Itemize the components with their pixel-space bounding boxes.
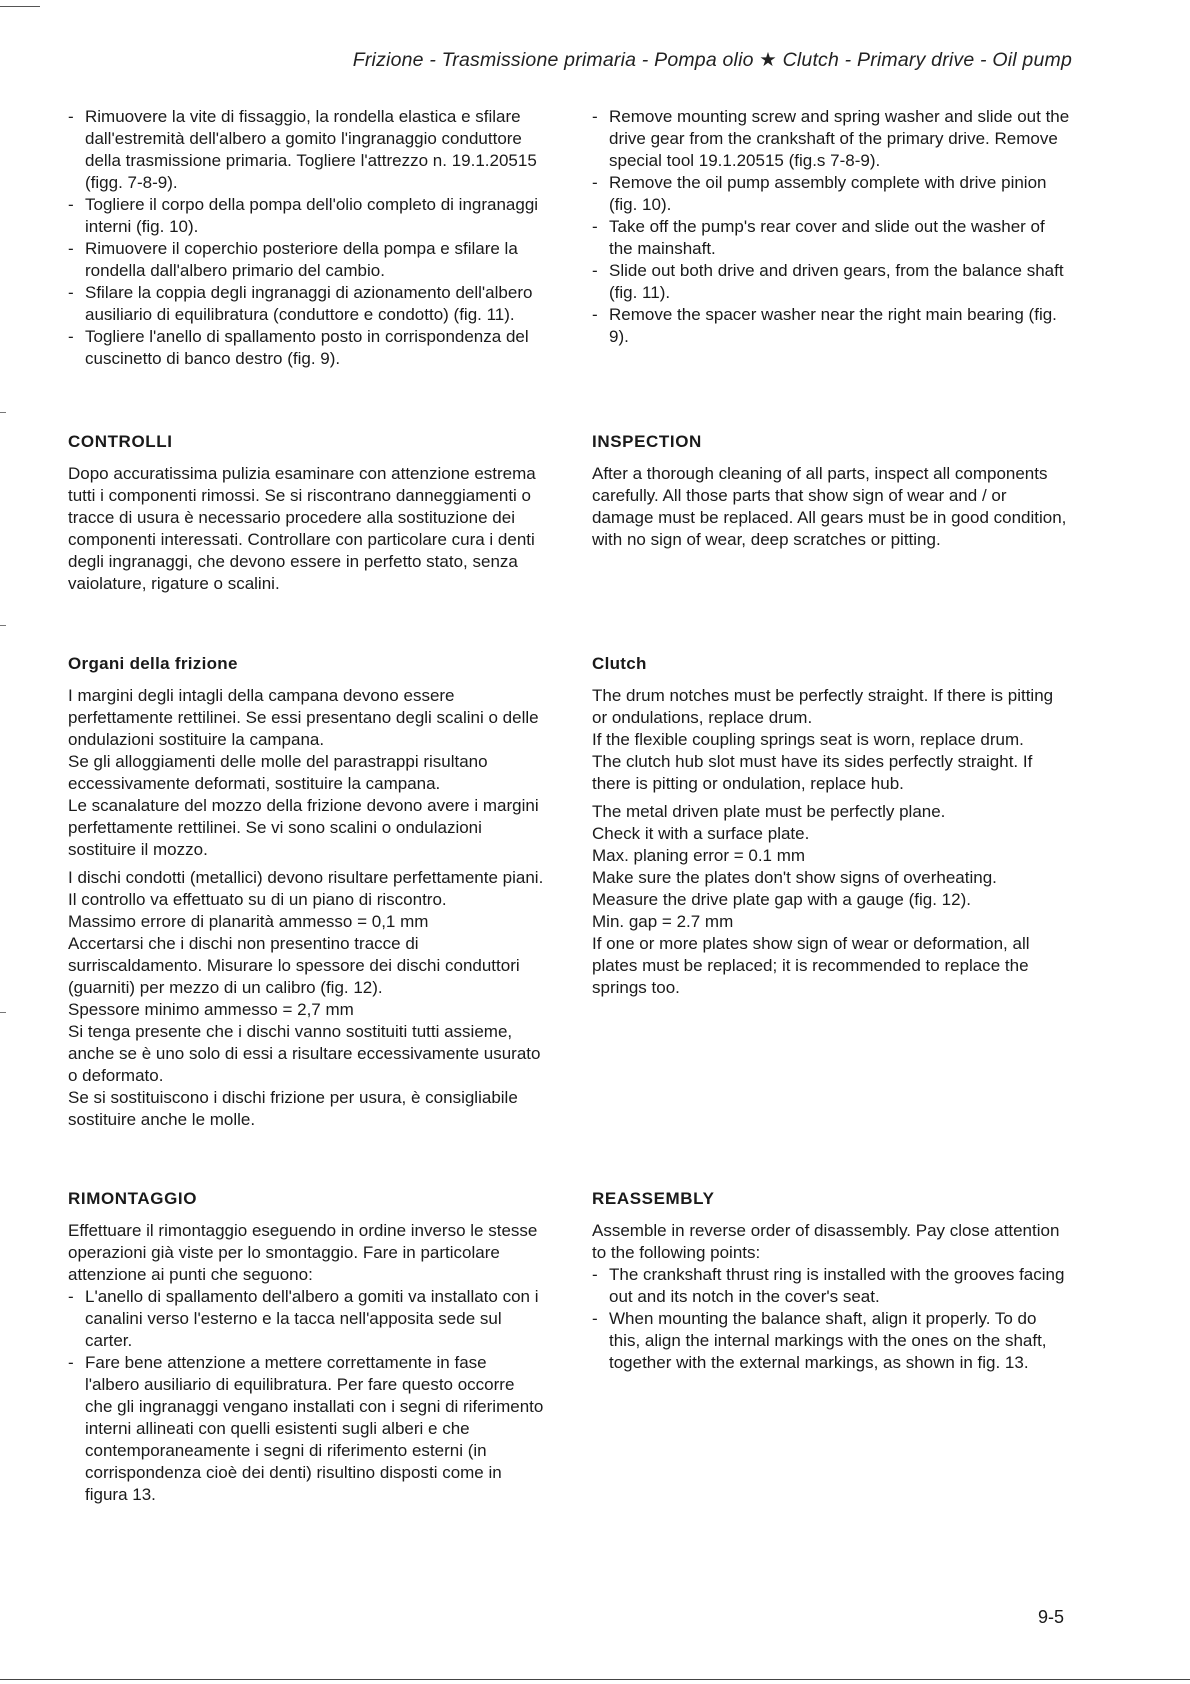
scan-edge-tick (0, 625, 6, 626)
english-intro (592, 106, 1072, 348)
inspection-section (592, 431, 1072, 551)
organi-line: Si tenga presente che i dischi vanno sostituiti tutti assieme, anche se è uno solo di essi a risultare eccessivamente usurato o deformato. (68, 1022, 541, 1085)
clutch-line: If one or more plates show sign of wear or deformation, all plates must be replaced; it is recommended to replace the springs too. (592, 934, 1030, 997)
reassembly-title: REASSEMBLY (592, 1189, 715, 1208)
organi-line: Spessore minimo ammesso = 2,7 mm (68, 1000, 354, 1019)
clutch-section (592, 653, 1072, 999)
page-header: Frizione - Trasmissione primaria - Pompa olio ★ Clutch - Primary drive - Oil pump (352, 49, 1072, 71)
bottom-rule (0, 1679, 1190, 1680)
list-item: - The crankshaft thrust ring is installed with the grooves facing out and its notch in the cover's seat. (592, 1264, 1072, 1308)
rimontaggio-intro: Effettuare il rimontaggio eseguendo in ordine inverso le stesse operazioni già viste per lo smontaggio. Fare in particolare attenzione ai punti che seguono: (68, 1221, 538, 1284)
scan-edge-tick (0, 1012, 6, 1013)
list-item: - L'anello di spallamento dell'albero a gomiti va installato con i canalini verso l'esterno e la tacca nell'apposita sede sul carter. (68, 1286, 544, 1352)
organi-line: Le scanalature del mozzo della frizione devono avere i margini perfettamente rettilinei. Se vi sono scalini o ondulazioni sostituire il mozzo. (68, 796, 539, 859)
controlli-title: CONTROLLI (68, 432, 173, 451)
clutch-line: The clutch hub slot must have its sides perfectly straight. If there is pitting or ondulation, replace hub. (592, 752, 1033, 793)
list-item: - Sfilare la coppia degli ingranaggi di azionamento dell'albero ausiliario di equilibratura (conduttore e condotto) (fig. 11). (68, 282, 544, 326)
inspection-title: INSPECTION (592, 432, 702, 451)
rimontaggio-section (68, 1188, 544, 1506)
list-item: - Slide out both drive and driven gears, from the balance shaft (fig. 11). (592, 260, 1072, 304)
scan-edge-mark (0, 6, 40, 7)
list-item: - Fare bene attenzione a mettere correttamente in fase l'albero ausiliario di equilibratura. Per fare questo occorre che gli ingranaggi vengano installati con i segni di riferimento interni allineati con quelli esistenti sugli alberi e che contemporaneamente i segni di riferimento esterni (in corrispondenza cioè dei denti) risultino disposti come in figura 13. (68, 1352, 544, 1506)
inspection-text: After a thorough cleaning of all parts, inspect all components carefully. All those parts that show sign of wear and / or damage must be replaced. All gears must be in good condition, with no sign of wear, deep scratches or pitting. (592, 464, 1067, 549)
clutch-line: Measure the drive plate gap with a gauge (fig. 12). (592, 890, 971, 909)
english-intro-steps (592, 106, 1072, 348)
clutch-title: Clutch (592, 654, 647, 673)
organi-section (68, 653, 544, 1131)
list-item: - Remove mounting screw and spring washer and slide out the drive gear from the crankshaft of the primary drive. Remove special tool 19.1.20515 (fig.s 7-8-9). (592, 106, 1072, 172)
organi-line: Il controllo va effettuato su di un piano di riscontro. (68, 890, 447, 909)
organi-line: I dischi condotti (metallici) devono risultare perfettamente piani. (68, 868, 544, 887)
clutch-line: Min. gap = 2.7 mm (592, 912, 734, 931)
controlli-section (68, 431, 544, 595)
scan-edge-tick (0, 412, 6, 413)
list-item: - Rimuovere la vite di fissaggio, la rondella elastica e sfilare dall'estremità dell'albero a gomito l'ingranaggio conduttore della trasmissione primaria. Togliere l'attrezzo n. 19.1.20515 (figg. 7-8-9). (68, 106, 544, 194)
organi-line: Accertarsi che i dischi non presentino tracce di surriscaldamento. Misurare lo spessore dei dischi conduttori (guarniti) per mezzo di un calibro (fig. 12). (68, 934, 520, 997)
italian-intro (68, 106, 544, 370)
reassembly-steps (592, 1264, 1072, 1374)
organi-line: Se si sostituiscono i dischi frizione per usura, è consigliabile sostituire anche le molle. (68, 1088, 518, 1129)
organi-line: Massimo errore di planarità ammesso = 0,1 mm (68, 912, 429, 931)
italian-intro-steps (68, 106, 544, 370)
clutch-line: Max. planing error = 0.1 mm (592, 846, 806, 865)
rimontaggio-steps (68, 1286, 544, 1506)
list-item: - When mounting the balance shaft, align it properly. To do this, align the internal markings with the ones on the shaft, together with the external markings, as shown in fig. 13. (592, 1308, 1072, 1374)
organi-line: I margini degli intagli della campana devono essere perfettamente rettilinei. Se essi presentano degli scalini o delle ondulazioni sostituire la campana. (68, 686, 539, 749)
list-item: - Take off the pump's rear cover and slide out the washer of the mainshaft. (592, 216, 1072, 260)
list-item: - Remove the oil pump assembly complete with drive pinion (fig. 10). (592, 172, 1072, 216)
organi-line: Se gli alloggiamenti delle molle del parastrappi risultano eccessivamente deformati, sostituire la campana. (68, 752, 488, 793)
reassembly-intro: Assemble in reverse order of disassembly. Pay close attention to the following points: (592, 1221, 1060, 1262)
clutch-line: If the flexible coupling springs seat is worn, replace drum. (592, 730, 1024, 749)
clutch-line: Check it with a surface plate. (592, 824, 810, 843)
clutch-line: Make sure the plates don't show signs of overheating. (592, 868, 997, 887)
list-item: - Remove the spacer washer near the right main bearing (fig. 9). (592, 304, 1072, 348)
list-item: - Togliere l'anello di spallamento posto in corrispondenza del cuscinetto di banco destro (fig. 9). (68, 326, 544, 370)
rimontaggio-title: RIMONTAGGIO (68, 1189, 198, 1208)
reassembly-section (592, 1188, 1072, 1374)
clutch-line: The metal driven plate must be perfectly plane. (592, 802, 946, 821)
list-item: - Rimuovere il coperchio posteriore della pompa e sfilare la rondella dall'albero primario del cambio. (68, 238, 544, 282)
controlli-text: Dopo accuratissima pulizia esaminare con attenzione estrema tutti i componenti rimossi. Se si riscontrano danneggiamenti o tracce di usura è necessario procedere alla sostituzione dei componenti interessati. Controllare con particolare cura i denti degli ingranaggi, che devono essere in perfetto stato, senza vaiolature, rigature o scalini. (68, 464, 536, 593)
clutch-line: The drum notches must be perfectly straight. If there is pitting or ondulations, replace drum. (592, 686, 1054, 727)
list-item: - Togliere il corpo della pompa dell'olio completo di ingranaggi interni (fig. 10). (68, 194, 544, 238)
page-number: 9-5 (1038, 1607, 1065, 1627)
organi-title: Organi della frizione (68, 654, 238, 673)
